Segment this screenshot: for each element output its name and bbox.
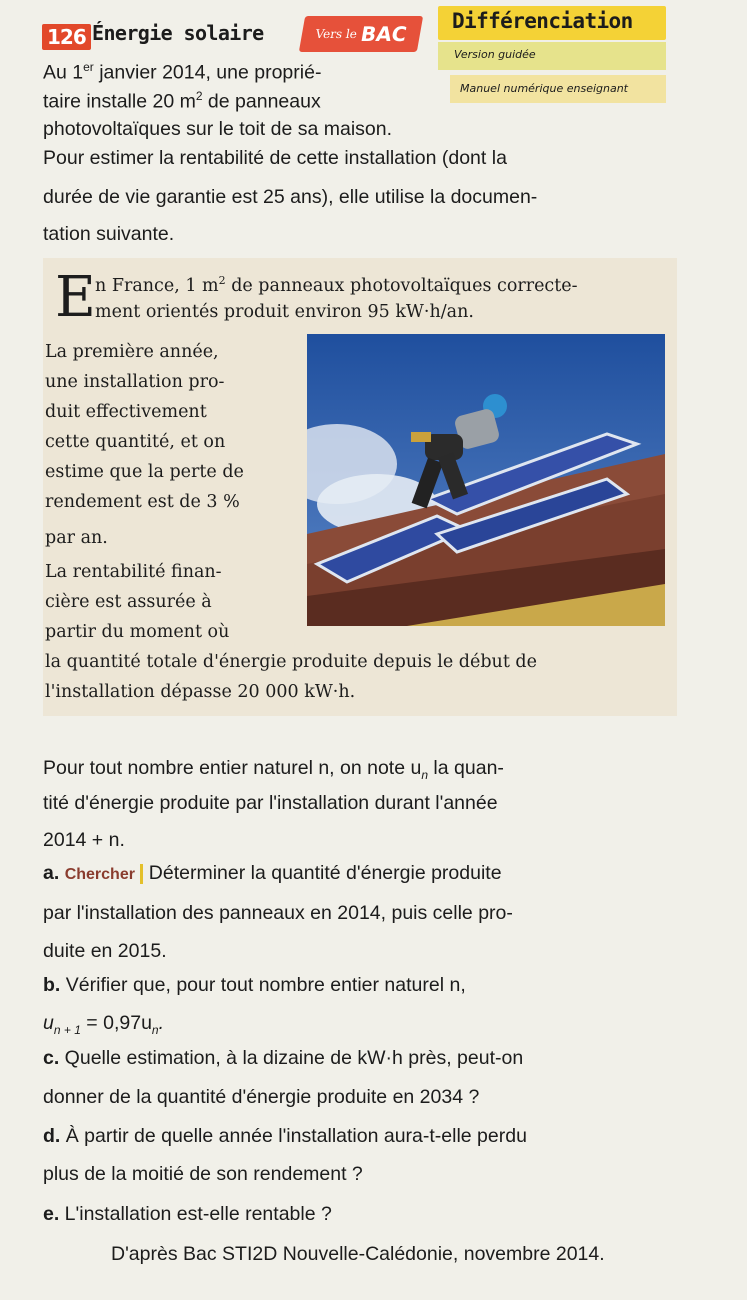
doc-col-line-6: rendement est de 3 % xyxy=(45,492,240,512)
doc-col-line-5: estime que la perte de xyxy=(45,462,244,482)
body-line-1: Pour tout nombre entier naturel n, on note $u_n$ la quan- xyxy=(43,757,504,782)
differentiation-box xyxy=(438,6,666,40)
doc-line-1: n France, 1 $m^2$ de panneaux photovoltaïques correcte- xyxy=(95,274,578,296)
doc-col-line-1: La première année, xyxy=(45,342,219,362)
question-a-line-2: par l'installation des panneaux en 2014, puis celle pro- xyxy=(43,902,513,924)
teacher-manual-label: Manuel numérique enseignant xyxy=(460,82,628,95)
question-c-line-1: c. Quelle estimation, à la dizaine de kW·h près, peut-on xyxy=(43,1047,524,1069)
exercise-title: Énergie solaire xyxy=(92,21,264,45)
question-a-line-1: a. Chercher Déterminer la quantité d'énergie produite xyxy=(43,862,502,884)
teacher-manual-link[interactable] xyxy=(450,75,666,103)
doc-col-line-7: par an. xyxy=(45,528,108,548)
question-d-line-2: plus de la moitié de son rendement ? xyxy=(43,1163,363,1185)
guided-version-link[interactable] xyxy=(438,42,666,70)
question-b-formula: $u_{n + 1} = 0,97u_n$. xyxy=(43,1012,165,1037)
doc-col-line-3: duit effectivement xyxy=(45,402,207,422)
guided-version-label: Version guidée xyxy=(454,48,536,61)
vers-le-bac-tag xyxy=(299,16,423,52)
question-d-line-1: d. À partir de quelle année l'installation aura-t-elle perdu xyxy=(43,1125,527,1147)
doc-col-line-2: une installation pro- xyxy=(45,372,225,392)
chercher-tag: Chercher xyxy=(64,866,135,883)
differentiation-title: Différenciation xyxy=(452,9,633,33)
intro-line-2: taire installe 20 $m^2$ de panneaux xyxy=(43,89,321,113)
doc-col-line-4: cette quantité, et on xyxy=(45,432,226,452)
intro-line-4: Pour estimer la rentabilité de cette installation (dont la xyxy=(43,147,507,169)
intro-line-6: tation suivante. xyxy=(43,223,175,245)
bac-tag-prefix: Vers le xyxy=(314,27,359,41)
intro-line-1: Au 1er janvier 2014, une proprié- xyxy=(43,60,322,84)
solar-installation-illustration xyxy=(307,334,665,626)
doc-col-line-10: partir du moment où xyxy=(45,622,230,642)
intro-line-5: durée de vie garantie est 25 ans), elle utilise la documen- xyxy=(43,186,538,208)
question-a-line-3: duite en 2015. xyxy=(43,940,167,962)
doc-line-2: ment orientés produit environ 95 kW·h/an. xyxy=(95,302,474,322)
drop-cap: E xyxy=(55,265,96,330)
body-line-3: 2014 + n. xyxy=(43,829,125,851)
doc-line-11: la quantité totale d'énergie produite depuis le début de xyxy=(45,652,537,672)
body-line-2: tité d'énergie produite par l'installation durant l'année xyxy=(43,792,498,814)
question-e-line-1: e. L'installation est-elle rentable ? xyxy=(43,1203,332,1225)
source-citation: D'après Bac STI2D Nouvelle-Calédonie, novembre 2014. xyxy=(111,1243,605,1265)
bac-tag-word: BAC xyxy=(358,22,409,46)
chercher-bar xyxy=(140,864,143,884)
solar-installation-photo xyxy=(307,334,665,626)
exercise-number: 126 xyxy=(42,24,91,50)
intro-line-3: photovoltaïques sur le toit de sa maison. xyxy=(43,118,393,140)
doc-line-12: l'installation dépasse 20 000 kW·h. xyxy=(45,682,356,702)
documentation-box xyxy=(43,258,677,716)
question-b-line-1: b. Vérifier que, pour tout nombre entier naturel n, xyxy=(43,974,466,996)
doc-col-line-8: La rentabilité finan- xyxy=(45,562,222,582)
question-c-line-2: donner de la quantité d'énergie produite en 2034 ? xyxy=(43,1086,480,1108)
doc-col-line-9: cière est assurée à xyxy=(45,592,212,612)
